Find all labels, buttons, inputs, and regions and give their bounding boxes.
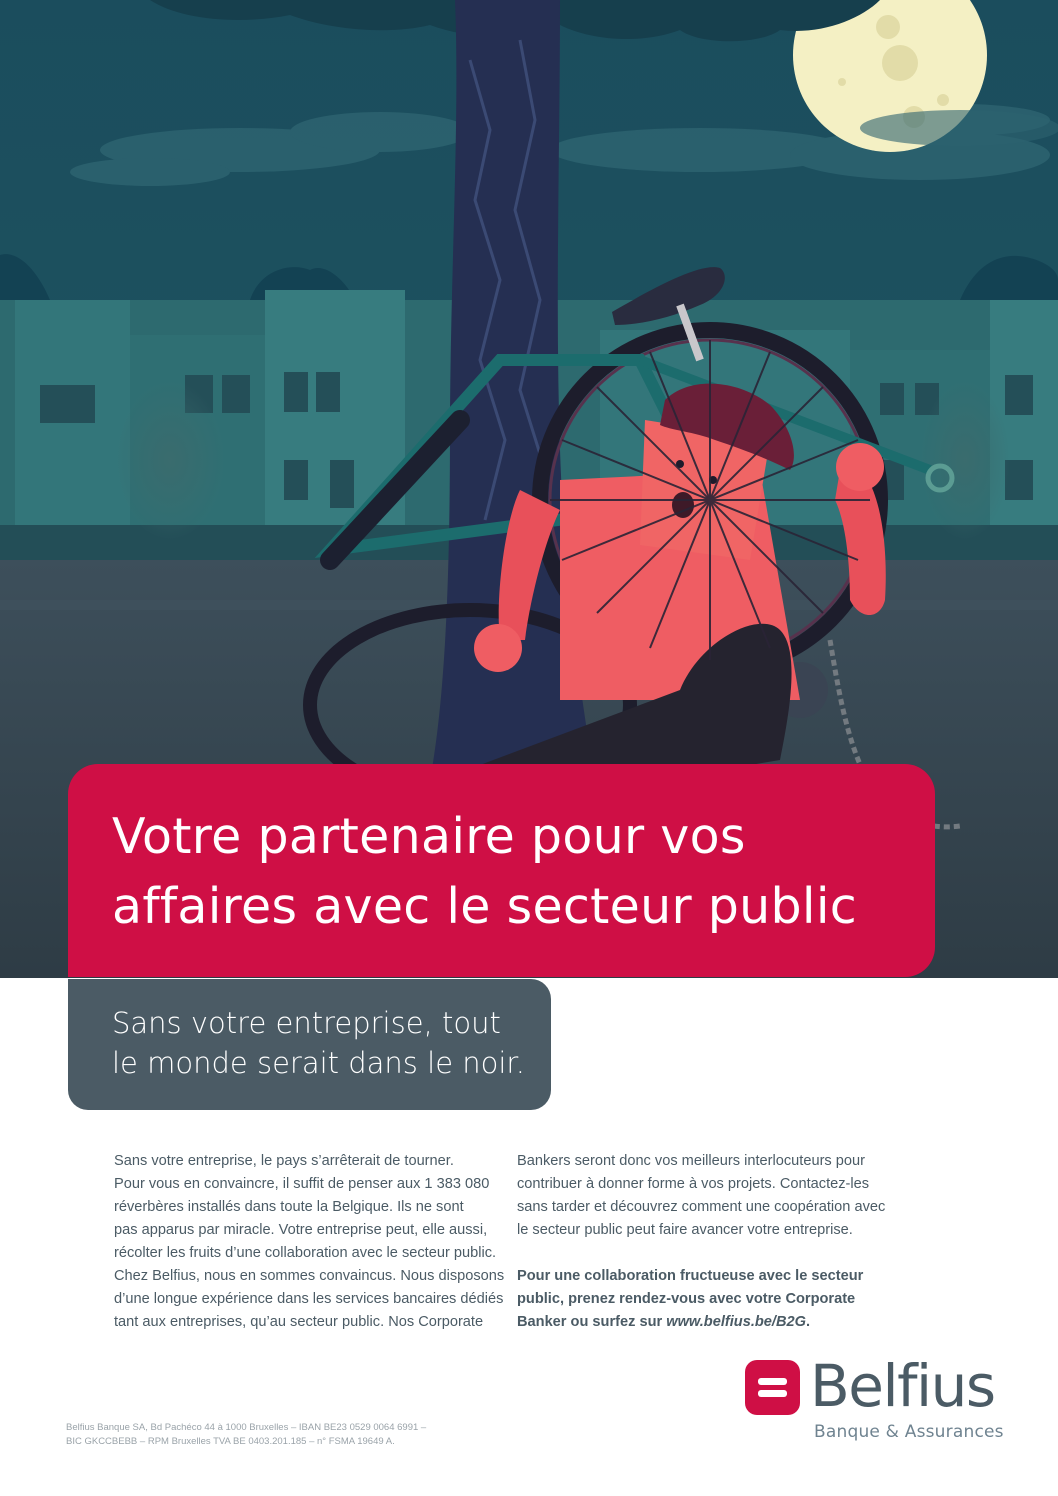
body-column-left (114, 1150, 505, 1334)
body-line: Bankers seront donc vos meilleurs interlocuteurs pour (517, 1153, 865, 1169)
headline (112, 802, 912, 942)
body-line: d’une longue expérience dans les services bancaires dédiés (114, 1291, 504, 1307)
wheel-spokes (550, 340, 870, 660)
belfius-logo-mark-icon (745, 1360, 800, 1415)
body-line: pas apparus par miracle. Votre entreprise peut, elle aussi, (114, 1222, 488, 1238)
body-line: récolter les fruits d’une collaboration avec le secteur public. (114, 1245, 497, 1261)
body-line: Sans votre entreprise, le pays s’arrêterait de tourner. (114, 1153, 454, 1169)
logo-name: Belfius (810, 1352, 995, 1420)
headline-banner (68, 764, 935, 977)
subheadline-banner (68, 979, 551, 1110)
legal-notice (66, 1421, 486, 1449)
body-column-right (517, 1150, 897, 1334)
body-line: sans tarder et découvrez comment une coopération avec (517, 1199, 886, 1215)
body-line: contribuer à donner forme à vos projets. Contactez-les (517, 1176, 870, 1192)
body-line: tant aux entreprises, qu’au secteur public. Nos Corporate (114, 1314, 484, 1330)
headline-line-2: affaires avec le secteur public (112, 878, 857, 935)
subheadline-line-2: le monde serait dans le noir. (112, 1046, 525, 1080)
logo-tagline: Banque & Assurances (814, 1422, 1004, 1442)
body-line: le secteur public peut faire avancer votre entreprise. (517, 1222, 853, 1238)
cta-line: Pour une collaboration fructueuse avec le secteur (517, 1268, 864, 1284)
body-line: réverbères installés dans toute la Belgique. Ils ne sont (114, 1199, 464, 1215)
subheadline (112, 1003, 542, 1083)
cta-line: public, prenez rendez-vous avec votre Corporate (517, 1291, 856, 1307)
cta-text: Banker ou surfez sur (517, 1314, 667, 1330)
cta-period: . (805, 1314, 811, 1330)
call-to-action (517, 1265, 897, 1334)
website-link[interactable]: www.belfius.be/B2G (666, 1314, 806, 1330)
subheadline-line-1: Sans votre entreprise, tout (112, 1006, 501, 1040)
headline-line-1: Votre partenaire pour vos (112, 808, 746, 865)
legal-line-2: BIC GKCCBEBB – RPM Bruxelles TVA BE 0403.201.185 – n° FSMA 19649 A. (66, 1436, 395, 1447)
body-line: Pour vous en convaincre, il suffit de penser aux 1 383 080 (114, 1176, 490, 1192)
cta-line-last (517, 1311, 897, 1334)
body-line: Chez Belfius, nous en sommes convaincus. Nous disposons (114, 1268, 505, 1284)
legal-line-1: Belfius Banque SA, Bd Pachéco 44 à 1000 Bruxelles – IBAN BE23 0529 0064 6991 – (66, 1422, 427, 1433)
belfius-logo (744, 1352, 1014, 1447)
